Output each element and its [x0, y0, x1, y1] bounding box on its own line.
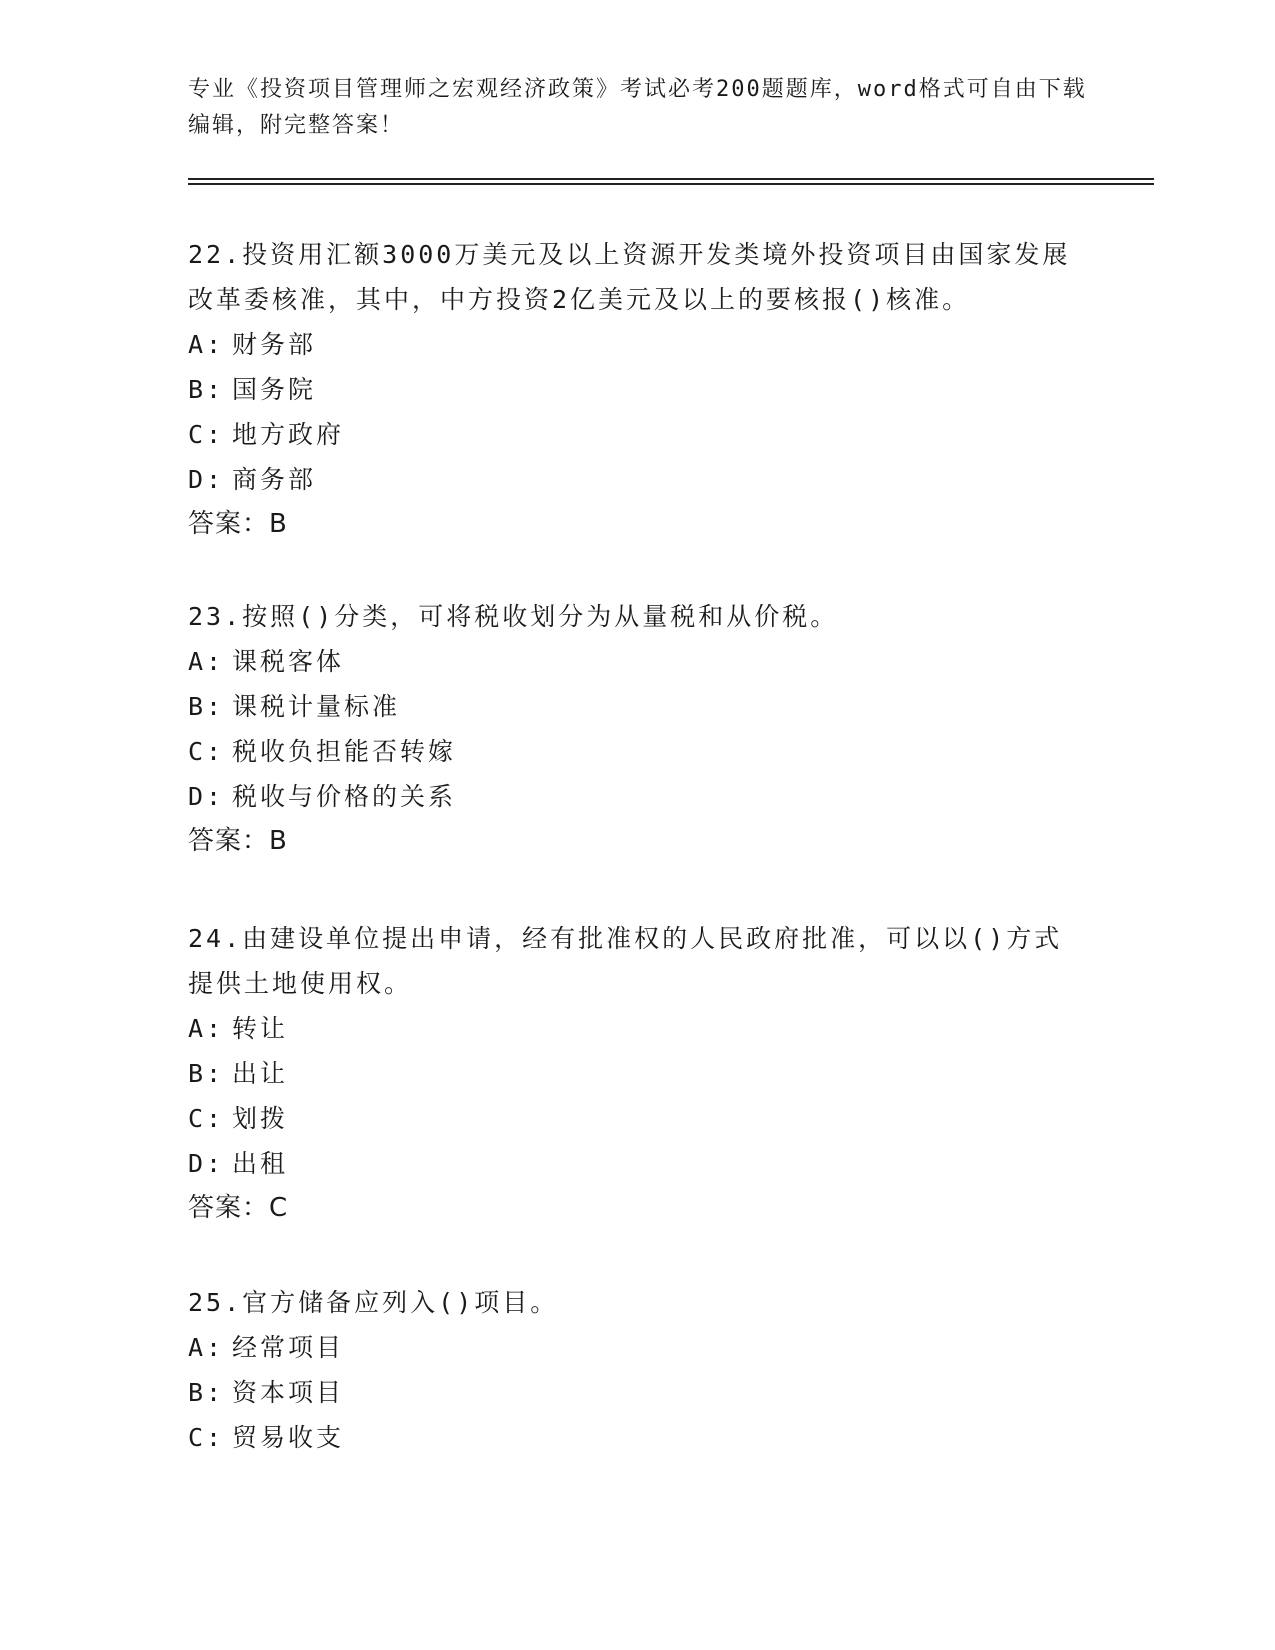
answer-line: 答案：B — [188, 826, 288, 856]
question-stem: 22.投资用汇额3000万美元及以上资源开发类境外投资项目由国家发展改革委核准，其中，中方投资2亿美元及以上的要核报()核准。 — [188, 240, 1071, 314]
option-key: A: — [188, 330, 225, 359]
option-b — [188, 1051, 1088, 1096]
option-a — [188, 322, 1088, 367]
option-text: 财务部 — [232, 330, 317, 359]
question-stem: 24.由建设单位提出申请，经有批准权的人民政府批准，可以以()方式提供土地使用权。 — [188, 924, 1063, 998]
option-key: B: — [188, 375, 225, 404]
option-key: C: — [188, 1104, 225, 1133]
option-b — [188, 367, 1088, 412]
question-24 — [188, 916, 1088, 1231]
question-stem: 25.官方储备应列入()项目。 — [188, 1288, 559, 1317]
option-text: 资本项目 — [232, 1378, 345, 1407]
answer-line: 答案：B — [188, 509, 288, 539]
option-text: 课税计量标准 — [232, 692, 401, 721]
option-c — [188, 412, 1088, 457]
document-header: 专业《投资项目管理师之宏观经济政策》考试必考200题题库，word格式可自由下载编辑，附完整答案！ — [188, 77, 1087, 138]
option-a — [188, 1006, 1088, 1051]
option-key: C: — [188, 737, 225, 766]
option-text: 税收与价格的关系 — [232, 782, 457, 811]
option-key: B: — [188, 1378, 225, 1407]
answer-line: 答案：C — [188, 1193, 289, 1223]
option-key: D: — [188, 1149, 225, 1178]
option-key: A: — [188, 1014, 225, 1043]
header-divider-top — [188, 178, 1154, 180]
option-text: 出租 — [232, 1149, 289, 1178]
option-key: C: — [188, 420, 225, 449]
option-key: D: — [188, 465, 225, 494]
option-a — [188, 1325, 1088, 1370]
option-key: D: — [188, 782, 225, 811]
question-stem: 23.按照()分类，可将税收划分为从量税和从价税。 — [188, 602, 839, 631]
option-text: 地方政府 — [232, 420, 345, 449]
option-key: B: — [188, 692, 225, 721]
option-text: 税收负担能否转嫁 — [232, 737, 457, 766]
option-c — [188, 1415, 1088, 1460]
option-text: 经常项目 — [232, 1333, 345, 1362]
option-c — [188, 729, 1088, 774]
option-text: 出让 — [232, 1059, 289, 1088]
option-text: 课税客体 — [232, 647, 345, 676]
option-text: 划拨 — [232, 1104, 289, 1133]
option-text: 转让 — [232, 1014, 289, 1043]
question-23 — [188, 594, 1088, 864]
option-d — [188, 774, 1088, 819]
option-key: B: — [188, 1059, 225, 1088]
option-text: 商务部 — [232, 465, 317, 494]
option-d — [188, 457, 1088, 502]
header-divider-bottom — [188, 183, 1154, 185]
option-a — [188, 639, 1088, 684]
option-text: 贸易收支 — [232, 1423, 345, 1452]
option-b — [188, 684, 1088, 729]
option-key: C: — [188, 1423, 225, 1452]
option-c — [188, 1096, 1088, 1141]
option-d — [188, 1141, 1088, 1186]
option-key: A: — [188, 647, 225, 676]
option-b — [188, 1370, 1088, 1415]
question-25 — [188, 1280, 1088, 1460]
option-key: A: — [188, 1333, 225, 1362]
question-22 — [188, 232, 1088, 547]
option-text: 国务院 — [232, 375, 317, 404]
